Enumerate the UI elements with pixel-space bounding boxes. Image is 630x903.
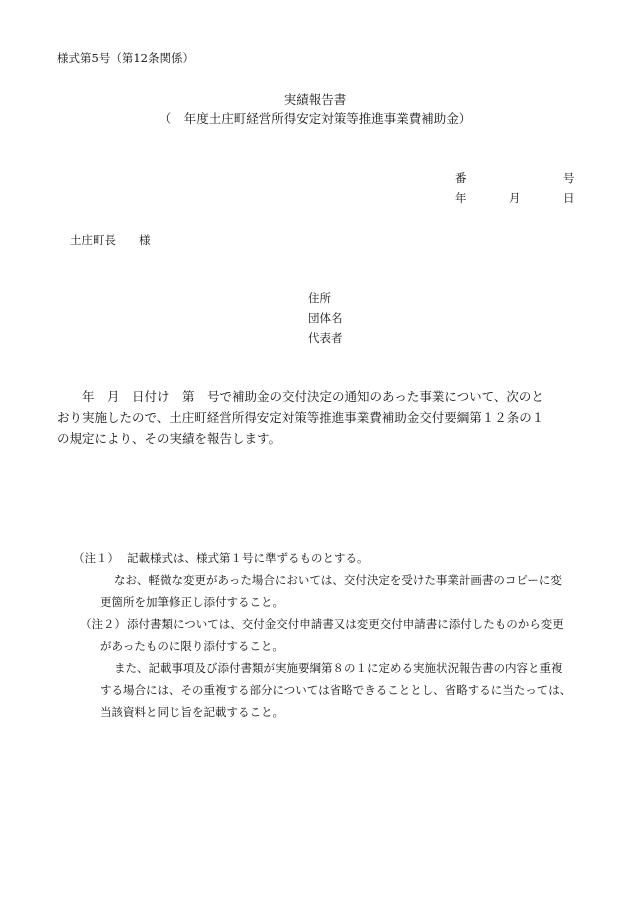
number-label: 番 bbox=[455, 171, 467, 185]
organization-label: 団体名 bbox=[308, 311, 343, 325]
form-number: 様式第5号（第12条関係） bbox=[57, 51, 194, 65]
note-1-text: 記載様式は、様式第１号に準ずるものとする。 bbox=[127, 551, 369, 565]
note-2-line-4: する場合には、その重複する部分については省略できることとし、省略するに当たっては、 bbox=[100, 683, 572, 697]
note-2-text: 添付書類については、交付金交付申請書又は変更交付申請書に添付したものから変更 bbox=[127, 617, 564, 631]
body-line-3: の規定により、その実績を報告します。 bbox=[57, 431, 282, 446]
body-line-1: 年 月 日付け 第 号で補助金の交付決定の通知のあった事業について、次のと bbox=[57, 389, 544, 404]
number-suffix: 号 bbox=[563, 171, 575, 185]
date-day: 日 bbox=[563, 191, 575, 205]
note-2-label: （注２） bbox=[80, 617, 126, 631]
note-1-line-2: なお、軽微な変更があった場合においては、交付決定を受けた事業計画書のコピーに変 bbox=[114, 573, 562, 587]
note-2-line-5: 当該資料と同じ旨を記載すること。 bbox=[100, 705, 284, 719]
address-label: 住所 bbox=[308, 291, 331, 305]
document-title: 実績報告書 bbox=[283, 92, 347, 107]
addressee: 土庄町長 様 bbox=[70, 233, 151, 247]
body-line-2: おり実施したので、土庄町経営所得安定対策等推進事業費補助金交付要綱第１２条の１ bbox=[57, 410, 545, 425]
document-subtitle: （ 年度土庄町経営所得安定対策等推進事業費補助金） bbox=[158, 111, 472, 126]
date-month: 月 bbox=[509, 191, 521, 205]
note-1-label: （注１） bbox=[73, 551, 119, 565]
note-1-line-3: 更箇所を加筆修正し添付すること。 bbox=[100, 595, 284, 609]
date-year: 年 bbox=[455, 191, 467, 205]
note-2-line-3: また、記載事項及び添付書類が実施要綱第８の１に定める実施状況報告書の内容と重複 bbox=[114, 661, 563, 675]
representative-label: 代表者 bbox=[308, 331, 343, 345]
note-2-line-2: があったものに限り添付すること。 bbox=[100, 639, 284, 653]
